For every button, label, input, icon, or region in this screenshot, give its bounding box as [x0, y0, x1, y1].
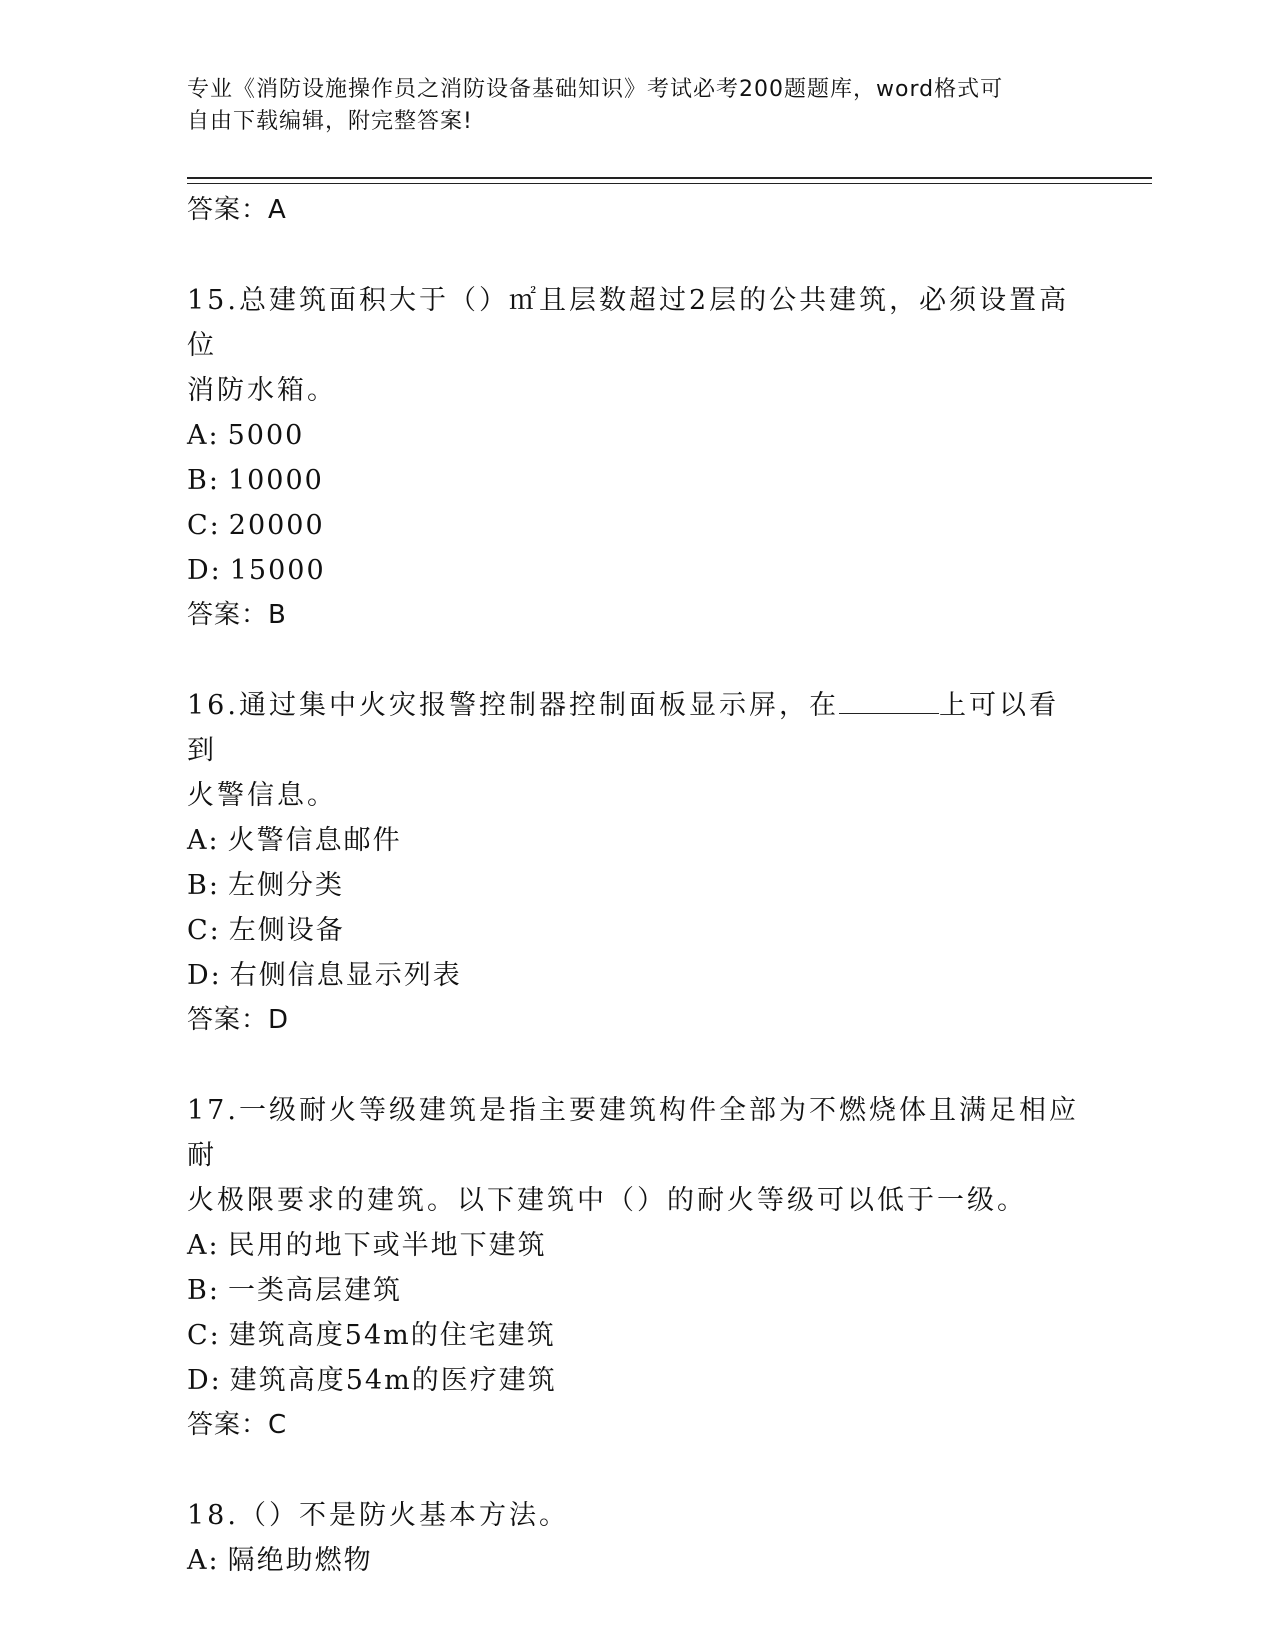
option-text: 10000	[227, 465, 324, 496]
question-stem-line-2: 火警信息。	[187, 780, 337, 811]
option-letter: D:	[187, 960, 222, 991]
previous-answer: 答案：A	[187, 195, 287, 225]
question-stem	[187, 683, 1087, 818]
option-letter: D:	[187, 1365, 222, 1396]
option-letter: C:	[187, 510, 221, 541]
option-a	[187, 1538, 1087, 1583]
question-list	[187, 188, 1087, 1583]
option-d	[187, 953, 1087, 998]
option-text: 建筑高度54m的住宅建筑	[228, 1320, 556, 1351]
question-stem-line-1: 18.（）不是防火基本方法。	[187, 1500, 569, 1531]
option-d	[187, 548, 1087, 593]
option-c	[187, 503, 1087, 548]
option-text: 左侧设备	[228, 915, 345, 946]
option-text: 15000	[229, 555, 326, 586]
option-letter: B:	[187, 1275, 220, 1306]
question-17	[187, 1088, 1087, 1448]
option-text: 右侧信息显示列表	[229, 960, 462, 991]
option-b	[187, 863, 1087, 908]
question-stem-line-1: 17.一级耐火等级建筑是指主要建筑构件全部为不燃烧体且满足相应耐	[187, 1095, 1079, 1171]
header-divider-thick	[187, 177, 1152, 179]
option-c	[187, 1313, 1087, 1358]
option-b	[187, 458, 1087, 503]
question-stem	[187, 1088, 1087, 1223]
option-a	[187, 413, 1087, 458]
stem-after-blank: 上可以看到	[187, 690, 1059, 766]
option-text: 民用的地下或半地下建筑	[227, 1230, 547, 1261]
header-line-2: 自由下载编辑，附完整答案!	[187, 109, 473, 134]
option-a	[187, 1223, 1087, 1268]
option-a	[187, 818, 1087, 863]
document-header	[187, 74, 1087, 138]
question-18	[187, 1493, 1087, 1583]
option-text: 隔绝助燃物	[227, 1545, 373, 1576]
option-letter: A:	[187, 1545, 220, 1576]
option-text: 建筑高度54m的医疗建筑	[229, 1365, 557, 1396]
option-text: 火警信息邮件	[227, 825, 402, 856]
answer-line: 答案：D	[187, 1005, 290, 1035]
option-letter: C:	[187, 1320, 221, 1351]
option-letter: C:	[187, 915, 221, 946]
option-text: 5000	[227, 420, 305, 451]
option-letter: A:	[187, 825, 220, 856]
option-text: 一类高层建筑	[227, 1275, 402, 1306]
option-letter: B:	[187, 465, 220, 496]
question-15	[187, 278, 1087, 638]
option-letter: A:	[187, 1230, 220, 1261]
option-letter: B:	[187, 870, 220, 901]
question-stem-line-1	[187, 683, 1087, 773]
option-text: 左侧分类	[227, 870, 344, 901]
header-divider-thin	[187, 183, 1152, 184]
question-16	[187, 683, 1087, 1043]
option-letter: A:	[187, 420, 220, 451]
question-stem	[187, 278, 1087, 413]
question-stem-line-2: 消防水箱。	[187, 375, 337, 406]
option-c	[187, 908, 1087, 953]
option-text: 20000	[228, 510, 325, 541]
option-d	[187, 1358, 1087, 1403]
stem-before-blank: 16.通过集中火灾报警控制器控制面板显示屏，在	[187, 690, 839, 721]
question-stem-line-1: 15.总建筑面积大于（）㎡且层数超过2层的公共建筑，必须设置高位	[187, 285, 1070, 361]
option-letter: D:	[187, 555, 222, 586]
header-line-1: 专业《消防设施操作员之消防设备基础知识》考试必考200题题库，word格式可	[187, 77, 1004, 102]
answer-line: 答案：B	[187, 600, 287, 630]
question-stem-line-2: 火极限要求的建筑。以下建筑中（）的耐火等级可以低于一级。	[187, 1185, 1027, 1216]
fill-in-blank	[839, 683, 939, 714]
option-b	[187, 1268, 1087, 1313]
question-stem	[187, 1493, 1087, 1538]
answer-line: 答案：C	[187, 1410, 288, 1440]
